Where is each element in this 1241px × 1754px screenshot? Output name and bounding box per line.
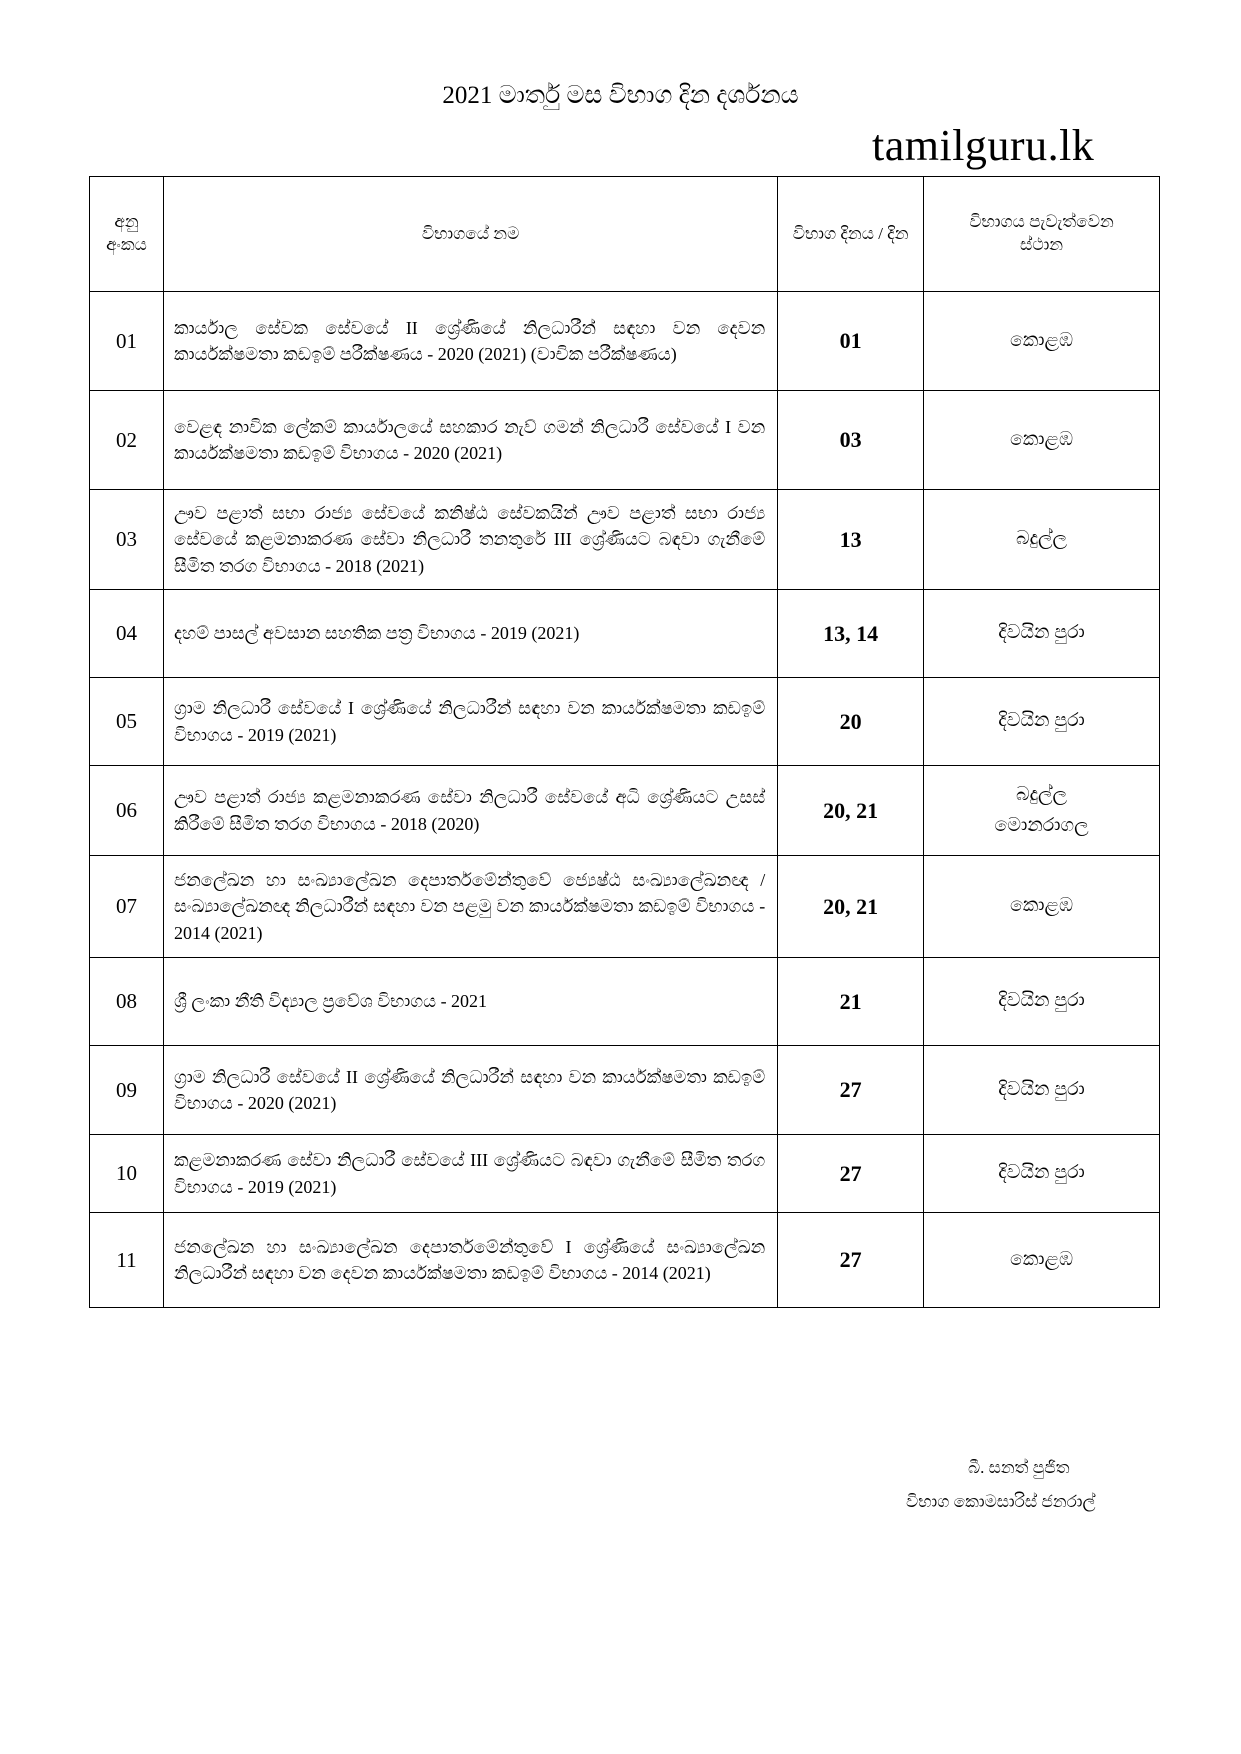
exam-venue: දිවයින පුරා	[924, 1046, 1160, 1135]
exam-name: දහම් පාසල් අවසාන සහතික පත්‍ර විභාගය - 2019 (2021)	[163, 590, 777, 678]
row-number: 10	[90, 1135, 164, 1213]
exam-name: කළමනාකරණ සේවා නිලධාරී සේවයේ III ශ්‍රේණියට බඳවා ගැනීමේ සීමිත තරග විභාගය - 2019 (2021)	[163, 1135, 777, 1213]
row-number: 01	[90, 292, 164, 391]
exam-name: වෙළඳ නාවික ලේකම් කාර්යාලයේ සහකාර නැව් ගමන් නිලධාරී සේවයේ I වන කාර්යක්ෂමතා කඩඉම් විභාගය - 2020 (2021)	[163, 391, 777, 490]
exam-name: ජනලේඛන හා සංඛ්‍යාලේඛන දෙපාර්තමේන්තුවේ ජ්‍යෙෂ්ඨ සංඛ්‍යාලේඛනඥ / සංඛ්‍යාලේඛනඥ නිලධාරීන් සඳහා වන පළමු වන කාර්යක්ෂමතා කඩඉම් විභාගය - 2014 (2021)	[163, 856, 777, 958]
exam-venue: දිවයින පුරා	[924, 1135, 1160, 1213]
exam-date: 20, 21	[778, 766, 924, 856]
exam-venue: කොළඹ	[924, 1213, 1160, 1308]
signatory-name: බී. සනත් පුජිත	[968, 1458, 1070, 1477]
header-venue: විභාගය පැවැත්වෙන ස්ථාන	[924, 177, 1160, 292]
exam-venue-line: මොනරාගල	[994, 814, 1089, 836]
row-number: 11	[90, 1213, 164, 1308]
exam-date: 27	[778, 1213, 924, 1308]
exam-name: ඌව පළාත් රාජ්‍ය කළමනාකරණ සේවා නිලධාරී සේවයේ අධි ශ්‍රේණියට උසස් කිරීමේ සීමිත තරග විභාගය - 2018 (2020)	[163, 766, 777, 856]
exam-venue: දිවයින පුරා	[924, 678, 1160, 766]
table-row	[90, 678, 1160, 766]
table-row	[90, 766, 1160, 856]
exam-name: ග්‍රාම නිලධාරී සේවයේ II ශ්‍රේණියේ නිලධාරීන් සඳහා වන කාර්යක්ෂමතා කඩඉම් විභාගය - 2020 (2021)	[163, 1046, 777, 1135]
row-number: 03	[90, 490, 164, 590]
exam-date: 20	[778, 678, 924, 766]
exam-venue: කොළඹ	[924, 292, 1160, 391]
table-row	[90, 958, 1160, 1046]
exam-date: 20, 21	[778, 856, 924, 958]
exam-venue	[924, 766, 1160, 856]
exam-venue: කොළඹ	[924, 856, 1160, 958]
header-date: විභාග දිනය / දින	[778, 177, 924, 292]
exam-venue-line: බදුල්ල	[1016, 784, 1068, 806]
page-title: 2021 මාර්තු මස විභාග දින දර්ශනය	[442, 82, 799, 109]
exam-name: කාර්යාල සේවක සේවයේ II ශ්‍රේණියේ නිලධාරීන් සඳහා වන දෙවන කාර්යක්ෂමතා කඩඉම් පරීක්ෂණය - 2020 (2021) (වාචික පරීක්ෂණය)	[163, 292, 777, 391]
row-number: 09	[90, 1046, 164, 1135]
row-number: 04	[90, 590, 164, 678]
exam-date: 03	[778, 391, 924, 490]
exam-venue: දිවයින පුරා	[924, 958, 1160, 1046]
row-number: 05	[90, 678, 164, 766]
table-row	[90, 391, 1160, 490]
header-exam-name: විභාගයේ නම	[163, 177, 777, 292]
header-no: අනු අංකය	[90, 177, 164, 292]
exam-venue: බදුල්ල	[924, 490, 1160, 590]
exam-name: ජනලේඛන හා සංඛ්‍යාලේඛන දෙපාර්තමේන්තුවේ I ශ්‍රේණියේ සංඛ්‍යාලේඛන නිලධාරීන් සඳහා වන දෙවන කාර්යක්ෂමතා කඩඉම් විභාගය - 2014 (2021)	[163, 1213, 777, 1308]
exam-date: 27	[778, 1135, 924, 1213]
table-row	[90, 590, 1160, 678]
exam-date: 13	[778, 490, 924, 590]
row-number: 07	[90, 856, 164, 958]
exam-date: 21	[778, 958, 924, 1046]
exam-name: ඌව පළාත් සභා රාජ්‍ය සේවයේ කනිෂ්ඨ සේවකයින් ඌව පළාත් සභා රාජ්‍ය සේවයේ කළමනාකරණ සේවා නිලධාරී තනතුරේ III ශ්‍රේණියට බඳවා ගැනීමේ සීමිත තරග විභාගය - 2018 (2021)	[163, 490, 777, 590]
table-row	[90, 490, 1160, 590]
row-number: 02	[90, 391, 164, 490]
exam-date: 01	[778, 292, 924, 391]
signatory-title: විභාග කොමසාරිස් ජනරාල්	[906, 1492, 1096, 1511]
table-row	[90, 856, 1160, 958]
table-header-row	[90, 177, 1160, 292]
exam-date: 27	[778, 1046, 924, 1135]
exam-venue: දිවයින පුරා	[924, 590, 1160, 678]
table-row	[90, 1046, 1160, 1135]
table-row	[90, 292, 1160, 391]
table-row	[90, 1213, 1160, 1308]
exam-date: 13, 14	[778, 590, 924, 678]
watermark-text: tamilguru.lk	[872, 121, 1095, 170]
exam-name: ශ්‍රී ලංකා නීති විද්‍යාල ප්‍රවේශ විභාගය - 2021	[163, 958, 777, 1046]
exam-venue: කොළඹ	[924, 391, 1160, 490]
row-number: 06	[90, 766, 164, 856]
exam-name: ග්‍රාම නිලධාරී සේවයේ I ශ්‍රේණියේ නිලධාරීන් සඳහා වන කාර්යක්ෂමතා කඩඉම් විභාගය - 2019 (2021)	[163, 678, 777, 766]
exam-schedule-table	[89, 176, 1160, 1308]
row-number: 08	[90, 958, 164, 1046]
table-row	[90, 1135, 1160, 1213]
